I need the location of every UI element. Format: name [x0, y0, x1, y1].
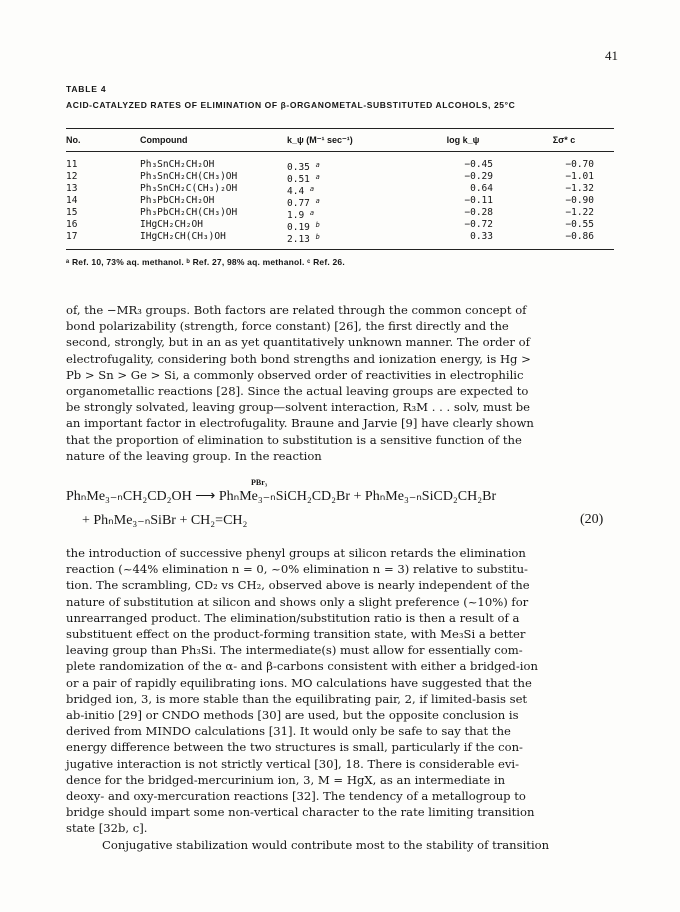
cell-sigma: −0.70 [565, 159, 594, 170]
cell-log-k: 0.64 [470, 183, 493, 194]
text-line: jugative interaction is not strictly vertical [30], 18. There is considerable evi- [66, 756, 520, 771]
text-line: be strongly solvated, leaving group—solvent interaction, R₃M . . . solv, must be [66, 400, 531, 415]
text-line: dence for the bridged-mercurinium ion, 3, M = HgX, as an intermediate in [66, 772, 506, 787]
table-row [66, 183, 614, 195]
text-line: bridge should impart some non-vertical character to the rate limiting transition [66, 805, 535, 820]
equation-reagent: PBr₃ [251, 478, 268, 487]
text-line: leaving group than Ph₃Si. The intermediate(s) must allow for essentially com- [66, 643, 523, 658]
text-line: of, the −MR₃ groups. Both factors are related through the common concept of [66, 303, 527, 317]
text-line: tion. The scrambling, CD₂ vs CH₂, observed above is nearly independent of the [66, 578, 530, 593]
cell-no: 11 [66, 159, 78, 170]
table-top-rule [66, 128, 614, 129]
table-bottom-rule [66, 249, 614, 250]
cell-no: 15 [66, 207, 78, 218]
cell-compound: Ph₃PbCH₂CH₂OH [140, 195, 215, 206]
text-line: state [32b, c]. [66, 821, 148, 836]
paragraph-electrofugality [66, 302, 614, 464]
table-row [66, 207, 614, 219]
text-line: unrearranged product. The elimination/substitution ratio is then a result of a [66, 610, 520, 625]
text-line: derived from MINDO calculations [31]. It would only be safe to say that the [66, 724, 511, 739]
cell-no: 16 [66, 219, 78, 230]
text-line: Conjugative stabilization would contribute most to the stability of transition [102, 837, 550, 852]
text-line: ab-initio [29] or CNDO methods [30] are used, but the opposite conclusion is [66, 708, 519, 723]
text-line: nature of substitution at silicon and shows only a slight preference (~10%) for [66, 594, 529, 609]
text-line: bond polarizability (strength, force constant) [26], the first directly and the [66, 319, 509, 334]
text-line: second, strongly, but in an as yet quantitatively unknown manner. The order of [66, 335, 530, 350]
text-line: that the proportion of elimination to substitution is a sensitive function of the [66, 432, 522, 447]
text-line: plete randomization of the α- and β-carbons consistent with either a bridged-ion [66, 659, 538, 674]
cell-rate-constant: 0.51 $^a$ [287, 173, 320, 185]
header-sigma: Σσ* c [552, 135, 576, 145]
equation-number: (20) [580, 512, 604, 527]
header-rate-constant: k_ψ (M⁻¹ sec⁻¹) [287, 135, 353, 145]
table-row [66, 231, 614, 243]
table-header [66, 134, 614, 148]
cell-sigma: −1.01 [565, 171, 594, 182]
cell-rate-constant: 0.35 $^a$ [287, 161, 320, 173]
cell-sigma: −1.32 [565, 183, 594, 194]
page-number: 41 [605, 48, 618, 63]
cell-compound: IHgCH₂CH(CH₃)OH [140, 231, 226, 242]
text-line: Pb > Sn > Ge > Si, a commonly observed order of reactivities in electrophilic [66, 367, 524, 382]
cell-log-k: 0.33 [470, 231, 493, 242]
text-line: reaction (~44% elimination n = 0, ~0% elimination n = 3) relative to substitu- [66, 562, 528, 577]
cell-compound: Ph₃SnCH₂CH₂OH [140, 159, 215, 170]
table-footnote: ᵃ Ref. 10, 73% aq. methanol. ᵇ Ref. 27, 98% aq. methanol. ᶜ Ref. 26. [66, 257, 345, 267]
text-line: deoxy- and oxy-mercuration reactions [32]. The tendency of a metallogroup to [66, 789, 526, 804]
table-row [66, 219, 614, 231]
cell-no: 14 [66, 195, 78, 206]
cell-log-k: −0.72 [464, 219, 493, 230]
text-line: substituent effect on the product-forming transition state, with Me₃Si a better [66, 627, 526, 642]
table-row [66, 159, 614, 171]
text-line: energy difference between the two structures is small, particularly if the con- [66, 740, 523, 755]
text-line: an important factor in electrofugality. Braune and Jarvie [9] have clearly shown [66, 416, 534, 431]
header-no: No. [66, 135, 81, 145]
cell-rate-constant: 1.9 $^a$ [287, 209, 315, 221]
cell-compound: IHgCH₂CH₂OH [140, 219, 203, 230]
cell-rate-constant: 2.13 $^b$ [287, 233, 320, 245]
header-log-k: log k_ψ [446, 135, 480, 145]
cell-log-k: −0.28 [464, 207, 493, 218]
table-row [66, 171, 614, 183]
table-row [66, 195, 614, 207]
cell-no: 12 [66, 171, 78, 182]
cell-sigma: −0.90 [565, 195, 594, 206]
table-title: ACID-CATALYZED RATES OF ELIMINATION OF β-ORGANOMETAL-SUBSTITUTED ALCOHOLS, 25°C [66, 100, 516, 110]
cell-sigma: −0.86 [565, 231, 594, 242]
cell-log-k: −0.29 [464, 171, 493, 182]
cell-rate-constant: 0.19 $^b$ [287, 221, 320, 233]
text-line: or a pair of rapidly equilibrating ions. MO calculations have suggested that the [66, 675, 532, 690]
cell-compound: Ph₃PbCH₂CH(CH₃)OH [140, 207, 238, 218]
cell-rate-constant: 4.4 $^a$ [287, 185, 315, 197]
cell-compound: Ph₃SnCH₂CH(CH₃)OH [140, 171, 238, 182]
cell-log-k: −0.11 [464, 195, 493, 206]
table-body [66, 159, 614, 247]
cell-log-k: −0.45 [464, 159, 493, 170]
text-line: organometallic reactions [28]. Since the actual leaving groups are expected to [66, 384, 529, 399]
text-line: bridged ion, 3, is more stable than the equilibrating pair, 2, if limited-basis set [66, 691, 528, 706]
equation-line-1: PhₙMe₃₋ₙCH₂CD₂OH ⟶ PhₙMe₃₋ₙSiCH₂CD₂Br + PhₙMe₃₋ₙSiCD₂CH₂Br [66, 489, 497, 504]
cell-no: 17 [66, 231, 78, 242]
text-line: nature of the leaving group. In the reaction [66, 448, 322, 463]
equation-line-2: + PhₙMe₃₋ₙSiBr + CH₂=CH₂ [82, 513, 248, 528]
cell-rate-constant: 0.77 $^a$ [287, 197, 320, 209]
cell-compound: Ph₃SnCH₂C(CH₃)₂OH [140, 183, 238, 194]
header-compound: Compound [140, 135, 188, 145]
text-line: electrofugality, considering both bond strengths and ionization energy, is Hg > [66, 351, 531, 366]
table-header-rule [66, 151, 614, 152]
cell-sigma: −1.22 [565, 207, 594, 218]
cell-sigma: −0.55 [565, 219, 594, 230]
paragraph-phenyl-substitution [66, 545, 614, 853]
table-label: TABLE 4 [66, 84, 107, 94]
cell-no: 13 [66, 183, 78, 194]
text-line: the introduction of successive phenyl groups at silicon retards the elimination [66, 546, 526, 560]
